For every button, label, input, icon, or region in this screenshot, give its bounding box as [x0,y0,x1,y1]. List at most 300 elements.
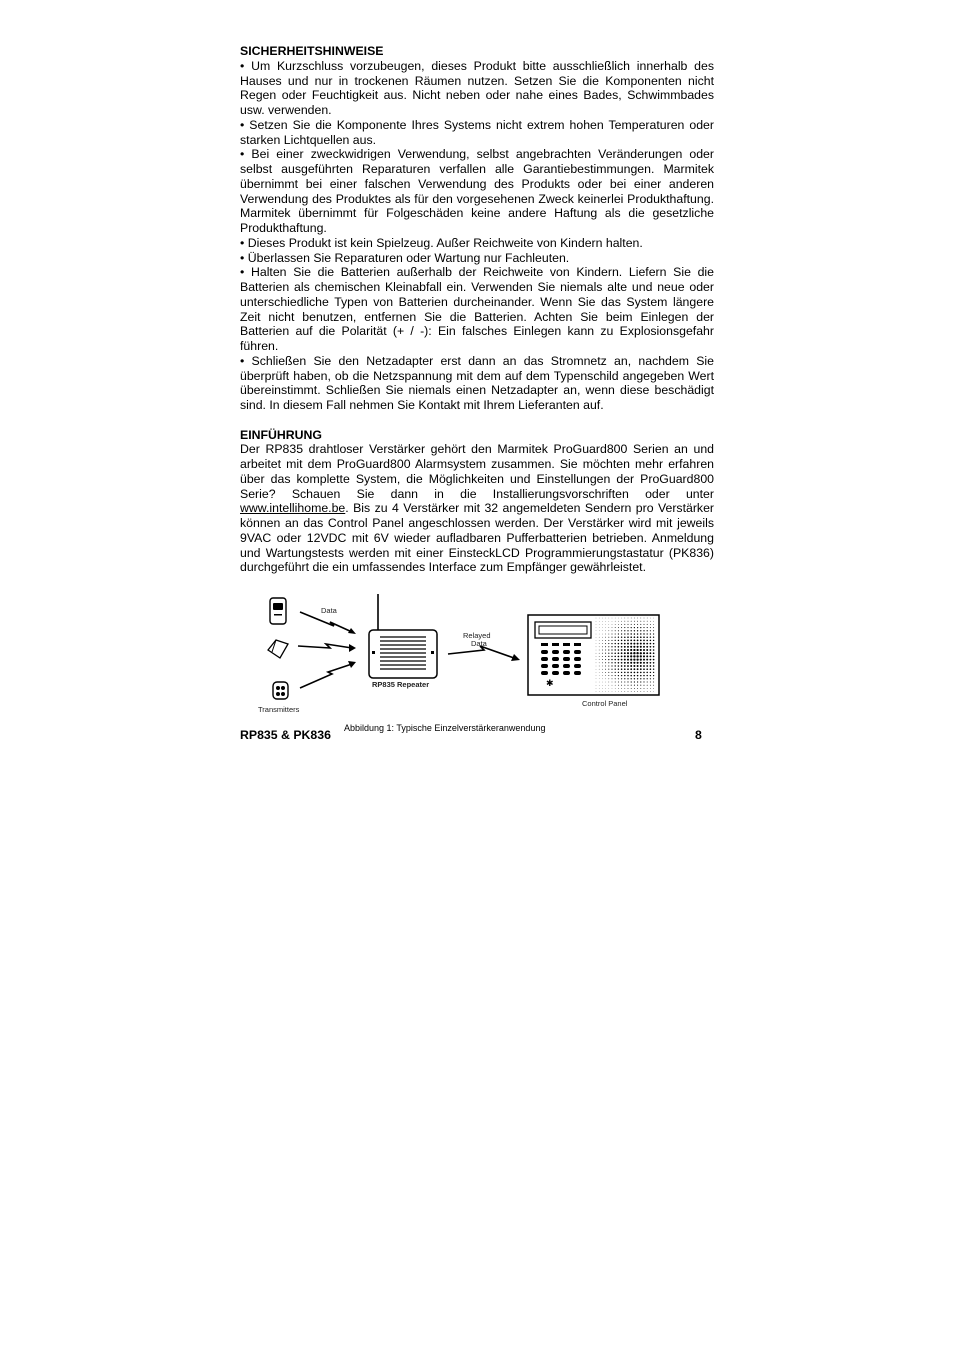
door-contact-icon [268,640,288,658]
speaker-dot [653,646,655,648]
speaker-dot [614,662,615,663]
speaker-dot [650,618,651,619]
speaker-dot [602,627,603,628]
speaker-dot [653,688,654,689]
speaker-dot [631,681,632,682]
speaker-dot [599,624,600,625]
speaker-dot [612,682,613,683]
speaker-dot [631,630,632,631]
speaker-dot [611,656,612,657]
speaker-dot [605,656,606,657]
speaker-dot [612,618,613,619]
speaker-dot [653,678,654,679]
speaker-dot [605,666,606,667]
speaker-dot [596,650,597,651]
speaker-dot [615,637,616,638]
speaker-dot [647,627,648,628]
speaker-dot [650,678,651,679]
speaker-dot [624,691,625,692]
speaker-dot [599,643,600,644]
speaker-dot [602,634,603,635]
speaker-dot [637,627,638,628]
speaker-dot [624,633,625,634]
speaker-dot [627,633,628,634]
speaker-dot [646,649,648,651]
speaker-dot [653,652,655,654]
control-panel-label: Control Panel [582,699,628,708]
speaker-dot [650,640,652,642]
speaker-dot [605,662,606,663]
speaker-dot [599,656,600,657]
speaker-dot [599,653,600,654]
speaker-dot [612,621,613,622]
speaker-dot [615,675,616,676]
speaker-dot [653,672,654,673]
speaker-dot [631,627,632,628]
speaker-dot [633,652,635,654]
speaker-dot [599,685,600,686]
speaker-dot [653,668,654,669]
speaker-dot [621,618,622,619]
keyfob-icon [273,682,288,699]
speaker-dot [627,649,629,651]
speaker-dot [628,621,629,622]
speaker-dot [653,656,655,658]
speaker-dot [631,618,632,619]
speaker-dot [624,685,625,686]
repeater-device-icon [369,594,437,678]
speaker-dot [596,631,597,632]
speaker-dot [621,672,622,673]
speaker-dot [647,688,648,689]
speaker-dot [612,624,613,625]
speaker-dot [612,688,613,689]
speaker-dot [602,682,603,683]
speaker-dot [644,618,645,619]
speaker-dot [596,691,597,692]
speaker-dot [644,688,645,689]
speaker-dot [618,672,619,673]
speaker-dot [618,630,619,631]
speaker-dot [609,688,610,689]
speaker-dot [602,688,603,689]
speaker-dot [624,662,626,664]
intro-text-end: . Bis zu 4 Verstärker mit 32 angemeldeten Sendern pro Verstärker können an das Control Panel angeschlossen werden. Der Verstärker wird mit jeweils 9VAC oder 12VDC mit 6V wieder aufladbaren Pufferbatterien betrieben. Anmeldung und Wartungstests werden mit einer EinsteckLCD Programmierungstastatur (PK836) durchgeführt die ein umfassendes Interface zum Empfänger gewährleistet. [240,501,714,575]
speaker-dot [599,640,600,641]
speaker-dot [643,672,645,674]
speaker-dot [596,634,597,635]
speaker-dot [618,646,620,648]
speaker-dot [605,669,606,670]
speaker-dot [640,652,642,654]
speaker-dot [640,672,642,674]
speaker-dot [615,678,616,679]
speaker-dot [624,649,626,651]
speaker-dot [633,643,635,645]
speaker-dot [653,624,654,625]
speaker-dot [621,649,623,651]
speaker-dot [627,685,628,686]
speaker-dot [646,640,648,642]
speaker-dot [647,691,648,692]
speaker-dot [650,646,652,648]
speaker-dot [608,656,609,657]
speaker-dot [631,691,632,692]
speaker-dot [621,665,623,667]
speaker-dot [624,640,626,642]
speaker-dot [634,636,636,638]
speaker-dot [605,688,606,689]
speaker-dot [627,652,629,654]
speaker-dot [596,647,597,648]
speaker-dot [633,658,635,660]
speaker-dot [627,665,629,667]
signal-arrow-out [448,646,514,658]
speaker-dot [611,653,612,654]
safety-bullet: • Schließen Sie den Netzadapter erst dann an das Stromnetz an, nachdem Sie überprüft haben, ob die Netzspannung mit dem auf dem Typenschild angegeben Wert übereinstimmt. Schließen Sie niemals einen Netzadapter an, wenn diese beschädigt sind. In diesem Fall nehmen Sie Kontakt mit Ihrem Lieferanten auf. [240,353,714,413]
speaker-dot [634,675,636,677]
speaker-dot [630,659,632,661]
speaker-dot [624,688,625,689]
speaker-dot [618,678,619,679]
speaker-dot [643,630,644,631]
speaker-dot [637,672,639,674]
page-body [240,44,714,575]
speaker-dot [611,659,612,660]
speaker-dot [596,688,597,689]
speaker-dot [608,682,609,683]
speaker-dot [636,655,638,657]
speaker-dot [614,659,615,660]
speaker-dot [596,643,597,644]
speaker-dot [627,630,628,631]
speaker-dot [630,643,632,645]
page-number: 8 [695,728,702,742]
figure-caption: Abbildung 1: Typische Einzelverstärkeranwendung [344,723,546,733]
speaker-dot [605,630,606,631]
speaker-dot [643,668,645,670]
speaker-dot [621,643,623,645]
speaker-dot [605,621,606,622]
speaker-dot [640,685,641,686]
speaker-dot [634,627,635,628]
speaker-dot [653,621,654,622]
speaker-dot [614,649,615,650]
repeater-label: RP835 Repeater [372,680,430,689]
arrowheads-in [348,628,356,668]
speaker-dot [602,646,603,647]
speaker-dot [615,691,616,692]
speaker-dot [596,672,597,673]
speaker-dot [650,659,652,661]
speaker-dot [605,643,606,644]
speaker-dot [637,681,638,682]
website-link[interactable]: www.intellihome.be [240,501,346,516]
speaker-dot [599,631,600,632]
speaker-dot [637,630,638,631]
speaker-dot [650,624,651,625]
speaker-dot [630,636,632,638]
speaker-dot [621,675,622,676]
speaker-dot [602,672,603,673]
data-label: Data [321,606,337,615]
speaker-dot [618,624,619,625]
speaker-dot [621,630,622,631]
speaker-dot [634,672,636,674]
speaker-dot [599,662,600,663]
speaker-dot [621,627,622,628]
speaker-dot [602,618,603,619]
speaker-dot [643,662,645,664]
speaker-dot [621,678,622,679]
speaker-dot [640,668,642,670]
speaker-dot [643,636,645,638]
speaker-dot [602,653,603,654]
speaker-dot [605,649,606,650]
speaker-dot [612,627,613,628]
speaker-dot [653,618,654,619]
speaker-dot [605,627,606,628]
speaker-dot [618,691,619,692]
speaker-dot [608,634,609,635]
speaker-dot [602,650,603,651]
speaker-dot [615,682,616,683]
speaker-dot [646,636,648,638]
speaker-dot [640,630,641,631]
speaker-dot [596,637,597,638]
safety-bullet: • Dieses Produkt ist kein Spielzeug. Außer Reichweite von Kindern halten. [240,235,643,250]
speaker-dot [636,658,638,660]
speaker-dot [633,655,635,657]
speaker-dot [643,646,645,648]
speaker-dot [650,621,651,622]
speaker-dot [624,618,625,619]
speaker-dot [643,652,645,654]
speaker-dot [627,659,629,661]
speaker-dot [637,643,639,645]
speaker-dot [640,665,642,667]
speaker-dot [643,633,644,634]
speaker-dot [640,655,642,657]
speaker-dot [643,655,645,657]
speaker-dot [650,662,652,664]
speaker-dot [596,653,597,654]
speaker-dot [605,640,606,641]
speaker-dot [643,675,644,676]
speaker-dot [624,627,625,628]
speaker-dot [624,624,625,625]
speaker-dot [605,672,606,673]
speaker-dot [599,679,600,680]
speaker-dot [596,679,597,680]
speaker-dot [599,627,600,628]
speaker-dot [634,618,635,619]
speaker-dot [602,624,603,625]
speaker-dot [608,675,609,676]
speaker-dot [599,691,600,692]
speaker-dot [646,646,648,648]
speaker-dot [650,685,651,686]
speaker-dot [631,688,632,689]
relayed-label-line2: Data [471,639,487,648]
speaker-dot [633,649,635,651]
speaker-dot [611,665,612,666]
speaker-dot [653,627,654,628]
speaker-dot [643,685,644,686]
speaker-dot [608,662,609,663]
speaker-dot [618,652,620,654]
speaker-dot [653,682,654,683]
speaker-dot [615,627,616,628]
speaker-dot [643,627,644,628]
speaker-dot [653,649,655,651]
speaker-dot [630,672,632,674]
speaker-dot [618,675,619,676]
speaker-dot [637,688,638,689]
speaker-dot [618,656,620,658]
speaker-dot [646,652,648,654]
speaker-dot [646,662,648,664]
speaker-dot [599,621,600,622]
speaker-dot [650,652,652,654]
speaker-dot [640,659,642,661]
speaker-dot [596,666,597,667]
speaker-dot [627,646,629,648]
speaker-dot [650,633,651,634]
speaker-dot [630,646,632,648]
speaker-dot [602,631,603,632]
speaker-dot [605,646,606,647]
speaker-dot [602,659,603,660]
speaker-dot [618,659,620,661]
speaker-dot [596,627,597,628]
speaker-dot [653,685,654,686]
speaker-dot [602,643,603,644]
speaker-dot [634,633,636,635]
speaker-dot [611,672,612,673]
speaker-dot [621,633,622,634]
speaker-dot [608,678,609,679]
speaker-dot [653,633,654,634]
speaker-dot [630,633,631,634]
speaker-dot [605,659,606,660]
speaker-dot [627,643,629,645]
speaker-dot [615,688,616,689]
speaker-dot [646,672,648,674]
speaker-dot [640,649,642,651]
speaker-dot [612,634,613,635]
speaker-dot [627,681,628,682]
speaker-dot [628,624,629,625]
speaker-dot [637,646,639,648]
speaker-dot [599,666,600,667]
speaker-dot [611,662,612,663]
speaker-dot [647,685,648,686]
speaker-dot [643,665,645,667]
speaker-dot [643,678,644,679]
section-spacer [240,413,714,428]
speaker-dot [633,665,635,667]
asterisk-key-icon: ✱ [546,679,554,689]
speaker-dot [602,640,603,641]
speaker-dot [599,646,600,647]
speaker-dot [599,675,600,676]
safety-heading: SICHERHEITSHINWEISE [240,44,384,58]
speaker-dot [636,649,638,651]
speaker-dot [621,655,623,657]
speaker-dot [611,637,612,638]
speaker-dot [605,682,606,683]
speaker-dot [634,688,635,689]
speaker-dot [599,650,600,651]
speaker-dot [640,678,641,679]
speaker-dot [650,688,651,689]
speaker-dot [647,633,648,634]
speaker-dot [602,669,603,670]
speaker-dot [650,649,652,651]
speaker-dot [640,636,642,638]
speaker-dot [599,688,600,689]
speaker-dot [628,688,629,689]
speaker-dot [624,643,626,645]
speaker-dot [640,675,642,677]
speaker-dot [643,681,644,682]
speaker-dot [624,646,626,648]
speaker-dot [599,672,600,673]
speaker-dot [631,678,632,679]
speaker-dot [634,685,635,686]
speaker-dot [615,669,616,670]
speaker-dot [624,672,626,674]
speaker-dot [627,668,629,670]
transmitters-label: Transmitters [258,705,300,714]
intro-paragraph [240,442,714,575]
speaker-dot [640,621,641,622]
speaker-dot [627,672,629,674]
speaker-dot [596,640,597,641]
speaker-dot [653,630,654,631]
speaker-dot [621,681,622,682]
speaker-dot [608,643,609,644]
speaker-dot [650,691,651,692]
speaker-dot [602,621,603,622]
speaker-dot [618,682,619,683]
speaker-dot [640,643,642,645]
speaker-dot [633,646,635,648]
speaker-dot [650,643,652,645]
speaker-dot [618,668,619,669]
speaker-dot [621,646,623,648]
speaker-dot [646,665,648,667]
speaker-dot [644,624,645,625]
speaker-dot [653,659,655,661]
speaker-dot [602,662,603,663]
speaker-dot [637,662,639,664]
speaker-dot [605,675,606,676]
speaker-dot [618,685,619,686]
speaker-dot [618,637,619,638]
speaker-dot [596,659,597,660]
speaker-dot [646,655,648,657]
speaker-dot [608,669,609,670]
speaker-dot [634,681,635,682]
speaker-dot [608,672,609,673]
safety-bullet: • Um Kurzschluss vorzubeugen, dieses Produkt bitte ausschließlich innerhalb des Hauses und nur in trockenen Räumen nutzen. Setzen Sie die Komponenten nicht Regen oder Feuchtigkeit aus. Nicht neben oder nahe eines Bades, Schwimmbades usw. verwenden. [240,58,714,118]
speaker-dot [624,659,626,661]
speaker-dot [650,630,651,631]
intro-text-start: Der RP835 drahtloser Verstärker gehört den Marmitek ProGuard800 Serien an und arbeitet mit dem ProGuard800 Alarmsystem zusammen. Sie möchten mehr erfahren über das komplette System, die Möglichkeiten und Einstellungen der ProGuard800 Serie? Schauen Sie dann in die Installierungsvorschriften oder unter [240,442,714,501]
speaker-dot [624,681,625,682]
